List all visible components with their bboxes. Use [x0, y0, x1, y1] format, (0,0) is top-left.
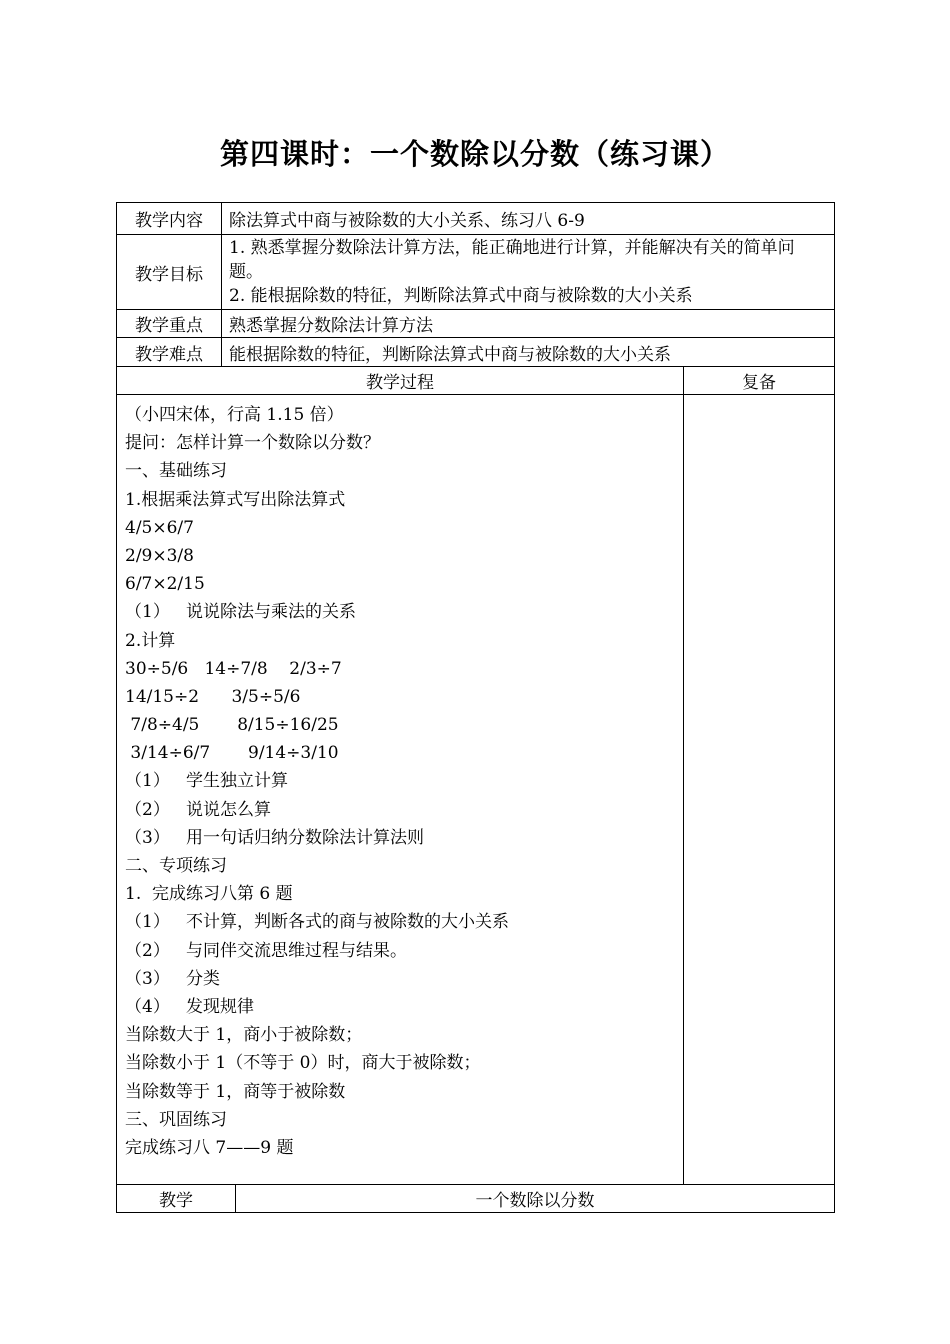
- process-body: [117, 395, 684, 1185]
- process-line: 6/7×2/15: [125, 574, 205, 595]
- process-line: （3） 分类: [125, 968, 221, 989]
- process-line: 二、专项练习: [125, 856, 227, 876]
- process-line: 1.根据乘法算式写出除法算式: [125, 489, 346, 510]
- process-line: 4/5×6/7: [125, 517, 194, 538]
- process-line: 14/15÷2 3/5÷5/6: [125, 686, 301, 707]
- footer-label: 教学: [117, 1185, 236, 1213]
- process-line: 1. 完成练习八第 6 题: [125, 884, 293, 905]
- process-line: 完成练习八 7——9 题: [125, 1137, 294, 1158]
- goal-line-2: 2. 能根据除数的特征，判断除法算式中商与被除数的大小关系: [229, 286, 693, 306]
- revision-body: [684, 395, 835, 1185]
- key-label: 教学重点: [117, 310, 222, 338]
- process-header: 教学过程: [117, 367, 684, 395]
- goal-label: 教学目标: [117, 235, 222, 310]
- content-value: 除法算式中商与被除数的大小关系、练习八 6-9: [222, 203, 835, 235]
- footer-value: 一个数除以分数: [236, 1185, 835, 1213]
- goal-row: [117, 235, 835, 310]
- process-lines: [117, 395, 683, 1162]
- process-line: 当除数小于 1（不等于 0）时，商大于被除数；: [125, 1053, 481, 1074]
- process-line: （1） 学生独立计算: [125, 771, 289, 792]
- process-line: 30÷5/6 14÷7/8 2/3÷7: [125, 658, 342, 679]
- content-row: [117, 203, 835, 235]
- process-line: 当除数等于 1，商等于被除数: [125, 1081, 346, 1102]
- process-line: （2） 说说怎么算: [125, 799, 272, 820]
- difficult-value: 能根据除数的特征，判断除法算式中商与被除数的大小关系: [222, 338, 835, 367]
- goal-value: [222, 235, 835, 310]
- process-line: （1） 说说除法与乘法的关系: [125, 602, 357, 623]
- difficult-label: 教学难点: [117, 338, 222, 367]
- process-line: 2.计算: [125, 630, 176, 651]
- process-line: （小四宋体，行高 1.15 倍）: [125, 405, 344, 425]
- process-line: 3/14÷6/7 9/14÷3/10: [125, 743, 339, 764]
- key-value: 熟悉掌握分数除法计算方法: [222, 310, 835, 338]
- process-line: （1） 不计算，判断各式的商与被除数的大小关系: [125, 912, 510, 933]
- lesson-info-table: [116, 202, 835, 367]
- difficult-row: [117, 338, 835, 367]
- key-row: [117, 310, 835, 338]
- process-table: [116, 366, 835, 1213]
- process-header-row: [117, 367, 835, 395]
- process-body-row: [117, 395, 835, 1185]
- process-line: （3） 用一句话归纳分数除法计算法则: [125, 827, 425, 848]
- revision-header: 复备: [684, 367, 835, 395]
- goal-line-1: 1. 熟悉掌握分数除法计算方法，能正确地进行计算，并能解决有关的简单问题。: [229, 238, 795, 282]
- process-line: 三、巩固练习: [125, 1109, 227, 1130]
- process-line: 提问：怎样计算一个数除以分数？: [125, 433, 380, 454]
- page-title: 第四课时：一个数除以分数（练习课）: [219, 137, 730, 171]
- process-line: 2/9×3/8: [125, 545, 194, 566]
- process-line: 一、基础练习: [125, 461, 227, 482]
- process-line: 当除数大于 1，商小于被除数；: [125, 1025, 363, 1046]
- process-line: （2） 与同伴交流思维过程与结果。: [125, 940, 408, 961]
- process-line: （4） 发现规律: [125, 996, 255, 1017]
- content-label: 教学内容: [117, 203, 222, 235]
- footer-row: [117, 1185, 835, 1213]
- process-line: 7/8÷4/5 8/15÷16/25: [125, 715, 339, 736]
